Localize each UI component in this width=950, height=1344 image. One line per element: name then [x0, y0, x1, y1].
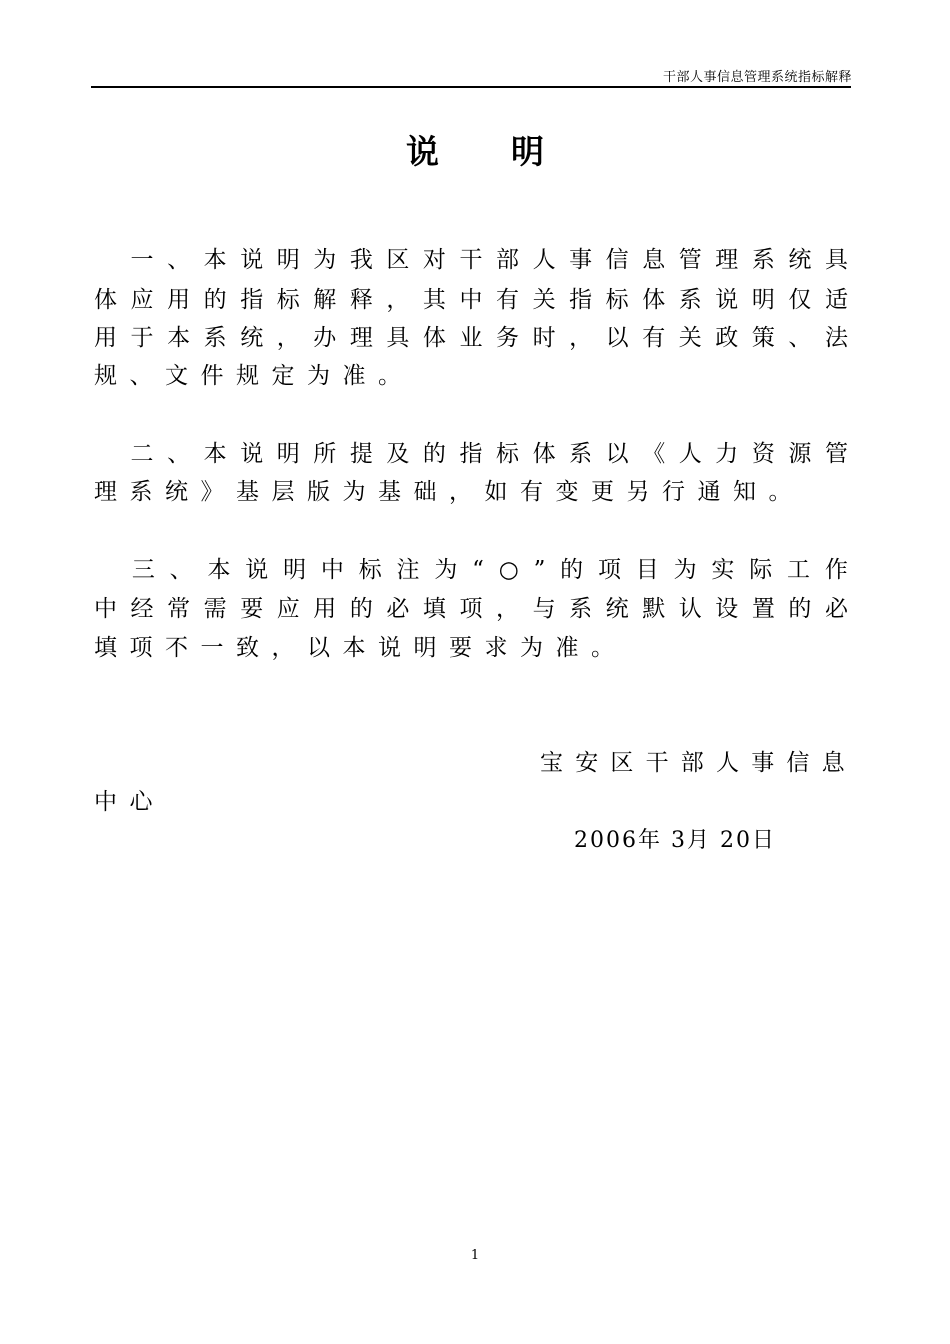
- paragraph-3-line-2: 中 经 常 需 要 应 用 的 必 填 项 ， 与 系 统 默 认 设 置 的 必: [94, 596, 848, 622]
- page-title: 说明: [406, 132, 616, 171]
- paragraph-1-line-2: 体 应 用 的 指 标 解 释 ， 其 中 有 关 指 标 体 系 说 明 仅 适: [94, 287, 848, 313]
- signature-date: 2006年 3月 20日: [574, 828, 776, 853]
- paragraph-1-line-4: 规、文件规定为准。: [94, 363, 414, 389]
- paragraph-1-line-1: 一 、 本 说 明 为 我 区 对 干 部 人 事 信 息 管 理 系 统 具: [130, 247, 848, 273]
- signature-org-line-2: 中心: [94, 789, 165, 815]
- paragraph-3-line-1: 三 、 本 说 明 中 标 注 为 “ ○ ” 的 项 目 为 实 际 工 作: [131, 557, 848, 583]
- header-divider: [91, 86, 851, 88]
- signature-org-line-1: 宝安区干部人事信息: [540, 750, 857, 776]
- running-header: 干部人事信息管理系统指标解释: [662, 70, 852, 85]
- paragraph-2-line-2: 理系统》基层版为基础，如有变更另行通知。: [94, 479, 804, 505]
- paragraph-2-line-1: 二 、 本 说 明 所 提 及 的 指 标 体 系 以 《 人 力 资 源 管: [130, 441, 848, 467]
- paragraph-1-line-3: 用 于 本 系 统 ， 办 理 具 体 业 务 时 ， 以 有 关 政 策 、 法: [94, 325, 848, 351]
- paragraph-3-line-3: 填项不一致，以本说明要求为准。: [94, 635, 627, 661]
- page-number: 1: [470, 1248, 480, 1263]
